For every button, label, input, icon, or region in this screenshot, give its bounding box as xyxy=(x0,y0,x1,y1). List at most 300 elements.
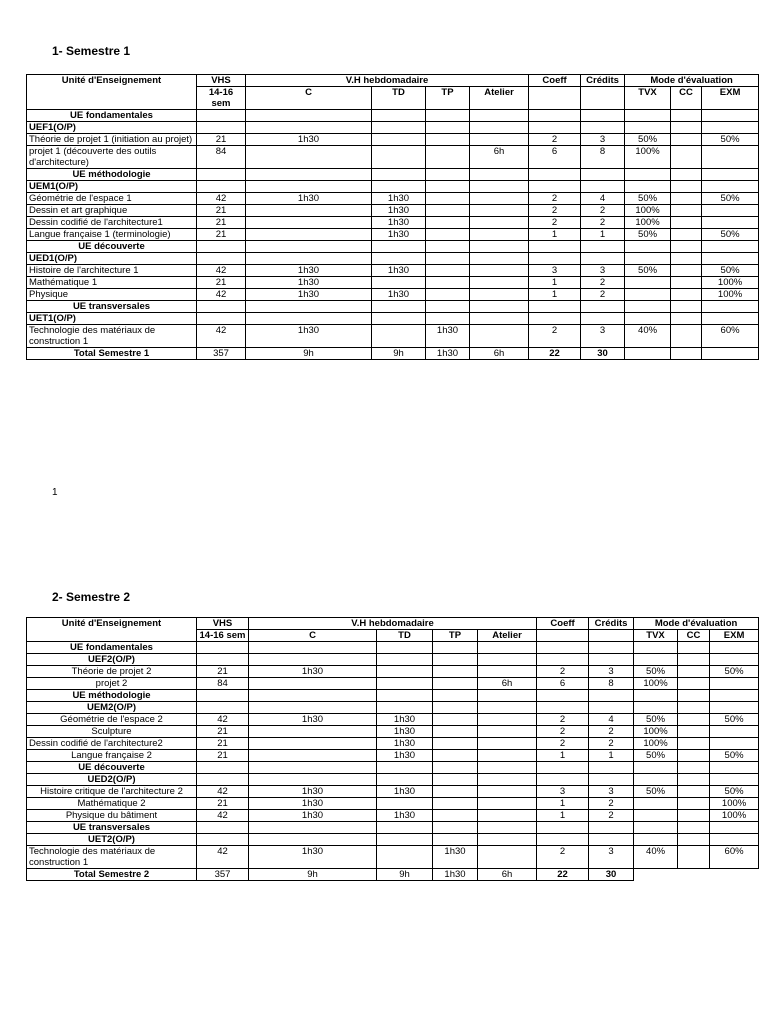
cell-exm xyxy=(702,146,759,169)
cell-tp: 1h30 xyxy=(426,325,470,348)
cell-tvx: 100% xyxy=(634,678,678,690)
cell-td xyxy=(377,642,433,654)
cell-atelier: 6h xyxy=(478,678,537,690)
header-vhs-weeks: 14-16 sem xyxy=(197,630,249,642)
cell-cc xyxy=(671,217,702,229)
table-row xyxy=(27,738,759,750)
cell-credits xyxy=(589,690,634,702)
course-name: Géométrie de l'espace 1 xyxy=(27,193,197,205)
cell-credits: 2 xyxy=(581,277,625,289)
table-row xyxy=(27,205,759,217)
cell-tp xyxy=(433,690,478,702)
cell-td xyxy=(377,666,433,678)
cell-tvx xyxy=(634,822,678,834)
cell-exm: 100% xyxy=(702,277,759,289)
cell-atelier: 6h xyxy=(470,348,529,360)
ue-group-label: UE transversales xyxy=(27,301,197,313)
cell-credits xyxy=(589,834,634,846)
cell-coeff: 6 xyxy=(529,146,581,169)
cell-vhs xyxy=(197,690,249,702)
cell-atelier xyxy=(470,289,529,301)
cell-td xyxy=(372,134,426,146)
cell-vhs xyxy=(197,122,246,134)
cell-tvx xyxy=(625,181,671,193)
cell-exm xyxy=(710,869,759,881)
cell-exm xyxy=(702,181,759,193)
cell-tp xyxy=(426,134,470,146)
cell-credits xyxy=(581,181,625,193)
cell-vhs: 21 xyxy=(197,750,249,762)
cell-credits: 8 xyxy=(589,678,634,690)
cell-tvx xyxy=(625,277,671,289)
cell-exm: 50% xyxy=(710,786,759,798)
cell-cc xyxy=(678,846,710,869)
group-row xyxy=(27,241,759,253)
cell-tvx: 100% xyxy=(625,205,671,217)
cell-cc xyxy=(671,313,702,325)
ue-code-label: UET1(O/P) xyxy=(27,313,197,325)
cell-credits: 2 xyxy=(581,289,625,301)
header-tvx: TVX xyxy=(634,630,678,642)
semester-1-title: 1- Semestre 1 xyxy=(52,44,131,58)
cell-atelier xyxy=(478,798,537,810)
cell-c xyxy=(246,301,372,313)
cell-c: 1h30 xyxy=(246,265,372,277)
cell-c: 1h30 xyxy=(246,193,372,205)
cell-td xyxy=(372,146,426,169)
cell-atelier xyxy=(478,714,537,726)
table-row xyxy=(27,666,759,678)
cell-tp xyxy=(426,289,470,301)
table-row xyxy=(27,846,759,869)
cell-tvx: 100% xyxy=(634,738,678,750)
header-tvx: TVX xyxy=(625,87,671,110)
header-vhs: VHS xyxy=(197,75,246,87)
cell-tp xyxy=(433,810,478,822)
cell-atelier xyxy=(470,313,529,325)
cell-atelier xyxy=(478,774,537,786)
cell-exm: 50% xyxy=(702,229,759,241)
cell-credits xyxy=(589,702,634,714)
cell-cc xyxy=(671,146,702,169)
header-c: C xyxy=(249,630,377,642)
cell-cc xyxy=(671,301,702,313)
cell-vhs xyxy=(197,181,246,193)
header-coeff-blank xyxy=(529,87,581,110)
cell-tp xyxy=(426,241,470,253)
cell-cc xyxy=(678,690,710,702)
cell-cc xyxy=(671,229,702,241)
header-cc: CC xyxy=(671,87,702,110)
cell-vhs: 357 xyxy=(197,869,249,881)
header-tp: TP xyxy=(426,87,470,110)
cell-vhs xyxy=(197,241,246,253)
cell-c xyxy=(249,834,377,846)
cell-exm xyxy=(702,205,759,217)
cell-td: 1h30 xyxy=(372,217,426,229)
cell-atelier xyxy=(478,750,537,762)
total-label: Total Semestre 1 xyxy=(27,348,197,360)
ue-code-label: UED2(O/P) xyxy=(27,774,197,786)
cell-tp xyxy=(426,193,470,205)
cell-coeff xyxy=(529,110,581,122)
course-name: Dessin codifié de l'architecture1 xyxy=(27,217,197,229)
cell-c: 1h30 xyxy=(246,289,372,301)
cell-exm: 60% xyxy=(710,846,759,869)
cell-td xyxy=(377,822,433,834)
header-exm: EXM xyxy=(702,87,759,110)
cell-vhs xyxy=(197,301,246,313)
cell-c: 1h30 xyxy=(249,714,377,726)
cell-c xyxy=(246,253,372,265)
ue-code-label: UEF1(O/P) xyxy=(27,122,197,134)
cell-tvx: 100% xyxy=(634,726,678,738)
cell-vhs xyxy=(197,774,249,786)
cell-c xyxy=(249,690,377,702)
cell-c xyxy=(246,205,372,217)
ue-group-label: UE découverte xyxy=(27,241,197,253)
cell-credits: 2 xyxy=(589,726,634,738)
cell-cc xyxy=(678,750,710,762)
cell-tvx: 50% xyxy=(634,714,678,726)
cell-exm: 50% xyxy=(710,714,759,726)
cell-tvx xyxy=(634,810,678,822)
cell-coeff xyxy=(537,834,589,846)
cell-c: 9h xyxy=(246,348,372,360)
cell-vhs xyxy=(197,642,249,654)
cell-td xyxy=(377,702,433,714)
cell-tp xyxy=(433,678,478,690)
cell-atelier xyxy=(478,726,537,738)
cell-atelier xyxy=(470,181,529,193)
cell-cc xyxy=(678,726,710,738)
cell-tvx xyxy=(634,654,678,666)
cell-vhs xyxy=(197,169,246,181)
course-name: projet 2 xyxy=(27,678,197,690)
table-row xyxy=(27,217,759,229)
course-name: Mathématique 2 xyxy=(27,798,197,810)
ue-code-label: UEM2(O/P) xyxy=(27,702,197,714)
cell-vhs: 21 xyxy=(197,798,249,810)
group-row xyxy=(27,169,759,181)
cell-c xyxy=(246,169,372,181)
cell-credits xyxy=(581,122,625,134)
cell-atelier xyxy=(478,690,537,702)
cell-credits xyxy=(589,762,634,774)
cell-td xyxy=(377,798,433,810)
course-name: Langue française 1 (terminologie) xyxy=(27,229,197,241)
cell-vhs: 84 xyxy=(197,678,249,690)
cell-atelier xyxy=(470,229,529,241)
cell-vhs: 21 xyxy=(197,134,246,146)
cell-credits: 4 xyxy=(589,714,634,726)
table-row xyxy=(27,714,759,726)
cell-tp: 1h30 xyxy=(433,869,478,881)
cell-c xyxy=(249,726,377,738)
cell-tvx xyxy=(625,241,671,253)
course-name: Technologie des matériaux de construction 1 xyxy=(27,325,197,348)
cell-atelier xyxy=(470,325,529,348)
cell-c: 9h xyxy=(249,869,377,881)
cell-vhs xyxy=(197,762,249,774)
cell-c xyxy=(249,750,377,762)
cell-tp xyxy=(433,654,478,666)
table-row xyxy=(27,726,759,738)
header-atelier: Atelier xyxy=(470,87,529,110)
cell-tvx xyxy=(625,313,671,325)
code-row xyxy=(27,774,759,786)
cell-tvx xyxy=(625,169,671,181)
ue-code-label: UED1(O/P) xyxy=(27,253,197,265)
cell-cc xyxy=(671,348,702,360)
cell-tp xyxy=(426,277,470,289)
cell-exm xyxy=(710,726,759,738)
cell-coeff: 22 xyxy=(537,869,589,881)
table-row xyxy=(27,277,759,289)
cell-exm xyxy=(702,301,759,313)
cell-coeff: 2 xyxy=(537,738,589,750)
cell-c: 1h30 xyxy=(249,846,377,869)
cell-cc xyxy=(678,642,710,654)
code-row xyxy=(27,313,759,325)
cell-tp xyxy=(426,146,470,169)
cell-exm: 50% xyxy=(710,750,759,762)
cell-atelier xyxy=(470,301,529,313)
cell-cc xyxy=(671,110,702,122)
cell-credits: 30 xyxy=(589,869,634,881)
cell-exm xyxy=(702,348,759,360)
header-coeff: Coeff xyxy=(529,75,581,87)
cell-atelier xyxy=(470,277,529,289)
cell-tp xyxy=(426,229,470,241)
cell-credits: 3 xyxy=(589,786,634,798)
header-exm: EXM xyxy=(710,630,759,642)
cell-cc xyxy=(678,798,710,810)
cell-cc xyxy=(678,762,710,774)
cell-atelier xyxy=(478,810,537,822)
header-td: TD xyxy=(377,630,433,642)
cell-tvx xyxy=(625,110,671,122)
cell-td xyxy=(377,762,433,774)
cell-exm: 100% xyxy=(710,810,759,822)
cell-coeff xyxy=(529,169,581,181)
cell-exm xyxy=(710,654,759,666)
header-row xyxy=(27,75,759,87)
cell-atelier xyxy=(470,193,529,205)
cell-cc xyxy=(671,253,702,265)
table-row xyxy=(27,810,759,822)
header-mode-evaluation: Mode d'évaluation xyxy=(625,75,759,87)
cell-td xyxy=(377,846,433,869)
cell-cc xyxy=(678,702,710,714)
cell-c xyxy=(246,146,372,169)
header-coeff: Coeff xyxy=(537,618,589,630)
cell-vhs xyxy=(197,253,246,265)
cell-tvx: 40% xyxy=(625,325,671,348)
header-cc: CC xyxy=(678,630,710,642)
cell-tp xyxy=(426,265,470,277)
cell-td xyxy=(372,325,426,348)
cell-coeff xyxy=(529,122,581,134)
table-row xyxy=(27,265,759,277)
cell-tvx: 50% xyxy=(625,193,671,205)
cell-credits xyxy=(581,253,625,265)
cell-exm: 50% xyxy=(702,193,759,205)
cell-vhs xyxy=(197,110,246,122)
table-row xyxy=(27,325,759,348)
cell-coeff: 2 xyxy=(529,193,581,205)
cell-cc xyxy=(671,277,702,289)
cell-td: 1h30 xyxy=(377,726,433,738)
cell-tvx xyxy=(634,702,678,714)
cell-cc xyxy=(678,714,710,726)
cell-tp xyxy=(426,110,470,122)
cell-vhs: 21 xyxy=(197,666,249,678)
cell-tvx xyxy=(625,122,671,134)
cell-tp xyxy=(433,834,478,846)
cell-tvx xyxy=(634,690,678,702)
cell-td xyxy=(372,110,426,122)
cell-coeff: 3 xyxy=(529,265,581,277)
cell-tvx xyxy=(625,301,671,313)
cell-tp: 1h30 xyxy=(433,846,478,869)
cell-c: 1h30 xyxy=(246,277,372,289)
header-vhs: VHS xyxy=(197,618,249,630)
cell-atelier xyxy=(478,654,537,666)
cell-atelier xyxy=(478,846,537,869)
table-row xyxy=(27,193,759,205)
cell-credits: 2 xyxy=(581,217,625,229)
ue-code-label: UET2(O/P) xyxy=(27,834,197,846)
cell-exm: 50% xyxy=(710,666,759,678)
cell-coeff xyxy=(537,822,589,834)
cell-credits: 1 xyxy=(581,229,625,241)
ue-group-label: UE découverte xyxy=(27,762,197,774)
cell-exm xyxy=(710,834,759,846)
cell-coeff: 3 xyxy=(537,786,589,798)
header-c: C xyxy=(246,87,372,110)
cell-tp xyxy=(433,750,478,762)
cell-tp xyxy=(433,702,478,714)
cell-tp xyxy=(433,642,478,654)
cell-tvx: 50% xyxy=(625,229,671,241)
cell-c xyxy=(246,110,372,122)
course-name: Histoire critique de l'architecture 2 xyxy=(27,786,197,798)
cell-c xyxy=(249,822,377,834)
cell-c xyxy=(246,229,372,241)
cell-td: 9h xyxy=(377,869,433,881)
cell-c xyxy=(246,241,372,253)
cell-td xyxy=(377,690,433,702)
cell-exm: 50% xyxy=(702,134,759,146)
cell-coeff: 1 xyxy=(537,810,589,822)
cell-tp xyxy=(426,122,470,134)
cell-td: 1h30 xyxy=(377,810,433,822)
page-number: 1 xyxy=(52,487,58,498)
cell-tp xyxy=(426,313,470,325)
cell-tp xyxy=(433,714,478,726)
header-coeff-blank xyxy=(537,630,589,642)
course-name: Histoire de l'architecture 1 xyxy=(27,265,197,277)
header-vh-hebdomadaire: V.H hebdomadaire xyxy=(249,618,537,630)
cell-c xyxy=(249,678,377,690)
cell-credits xyxy=(581,110,625,122)
code-row xyxy=(27,181,759,193)
cell-tp xyxy=(433,666,478,678)
cell-exm: 100% xyxy=(710,798,759,810)
cell-exm xyxy=(710,690,759,702)
cell-cc xyxy=(671,122,702,134)
cell-tp xyxy=(433,774,478,786)
cell-coeff: 2 xyxy=(537,666,589,678)
cell-atelier xyxy=(470,253,529,265)
cell-exm xyxy=(710,702,759,714)
course-name: Physique xyxy=(27,289,197,301)
cell-td xyxy=(377,834,433,846)
cell-td: 1h30 xyxy=(372,265,426,277)
course-name: Sculpture xyxy=(27,726,197,738)
cell-td: 1h30 xyxy=(377,750,433,762)
header-tp: TP xyxy=(433,630,478,642)
cell-cc xyxy=(671,193,702,205)
cell-c: 1h30 xyxy=(249,798,377,810)
cell-cc xyxy=(671,205,702,217)
cell-td: 1h30 xyxy=(372,193,426,205)
cell-credits: 3 xyxy=(589,846,634,869)
cell-atelier xyxy=(470,217,529,229)
cell-tp xyxy=(433,798,478,810)
cell-credits xyxy=(589,822,634,834)
semester-2-title: 2- Semestre 2 xyxy=(52,590,131,604)
code-row xyxy=(27,654,759,666)
cell-cc xyxy=(671,169,702,181)
cell-coeff xyxy=(537,690,589,702)
cell-vhs xyxy=(197,654,249,666)
cell-c: 1h30 xyxy=(249,666,377,678)
cell-c xyxy=(246,217,372,229)
cell-atelier xyxy=(470,134,529,146)
cell-vhs: 21 xyxy=(197,217,246,229)
cell-cc xyxy=(678,678,710,690)
ue-group-label: UE méthodologie xyxy=(27,169,197,181)
cell-coeff xyxy=(529,181,581,193)
cell-td xyxy=(372,241,426,253)
cell-tp xyxy=(433,822,478,834)
cell-tp xyxy=(433,738,478,750)
header-td: TD xyxy=(372,87,426,110)
cell-exm xyxy=(710,774,759,786)
cell-cc xyxy=(678,738,710,750)
cell-credits: 3 xyxy=(581,265,625,277)
cell-vhs: 42 xyxy=(197,786,249,798)
cell-credits xyxy=(589,774,634,786)
cell-td: 9h xyxy=(372,348,426,360)
cell-c xyxy=(249,762,377,774)
cell-credits: 30 xyxy=(581,348,625,360)
cell-coeff: 1 xyxy=(529,289,581,301)
cell-td xyxy=(372,181,426,193)
cell-exm xyxy=(710,822,759,834)
cell-credits: 2 xyxy=(589,798,634,810)
cell-vhs: 21 xyxy=(197,726,249,738)
cell-cc xyxy=(671,265,702,277)
table-row xyxy=(27,229,759,241)
cell-cc xyxy=(678,869,710,881)
code-row xyxy=(27,122,759,134)
cell-credits xyxy=(581,241,625,253)
cell-c xyxy=(246,181,372,193)
course-name: Dessin codifié de l'architecture2 xyxy=(27,738,197,750)
